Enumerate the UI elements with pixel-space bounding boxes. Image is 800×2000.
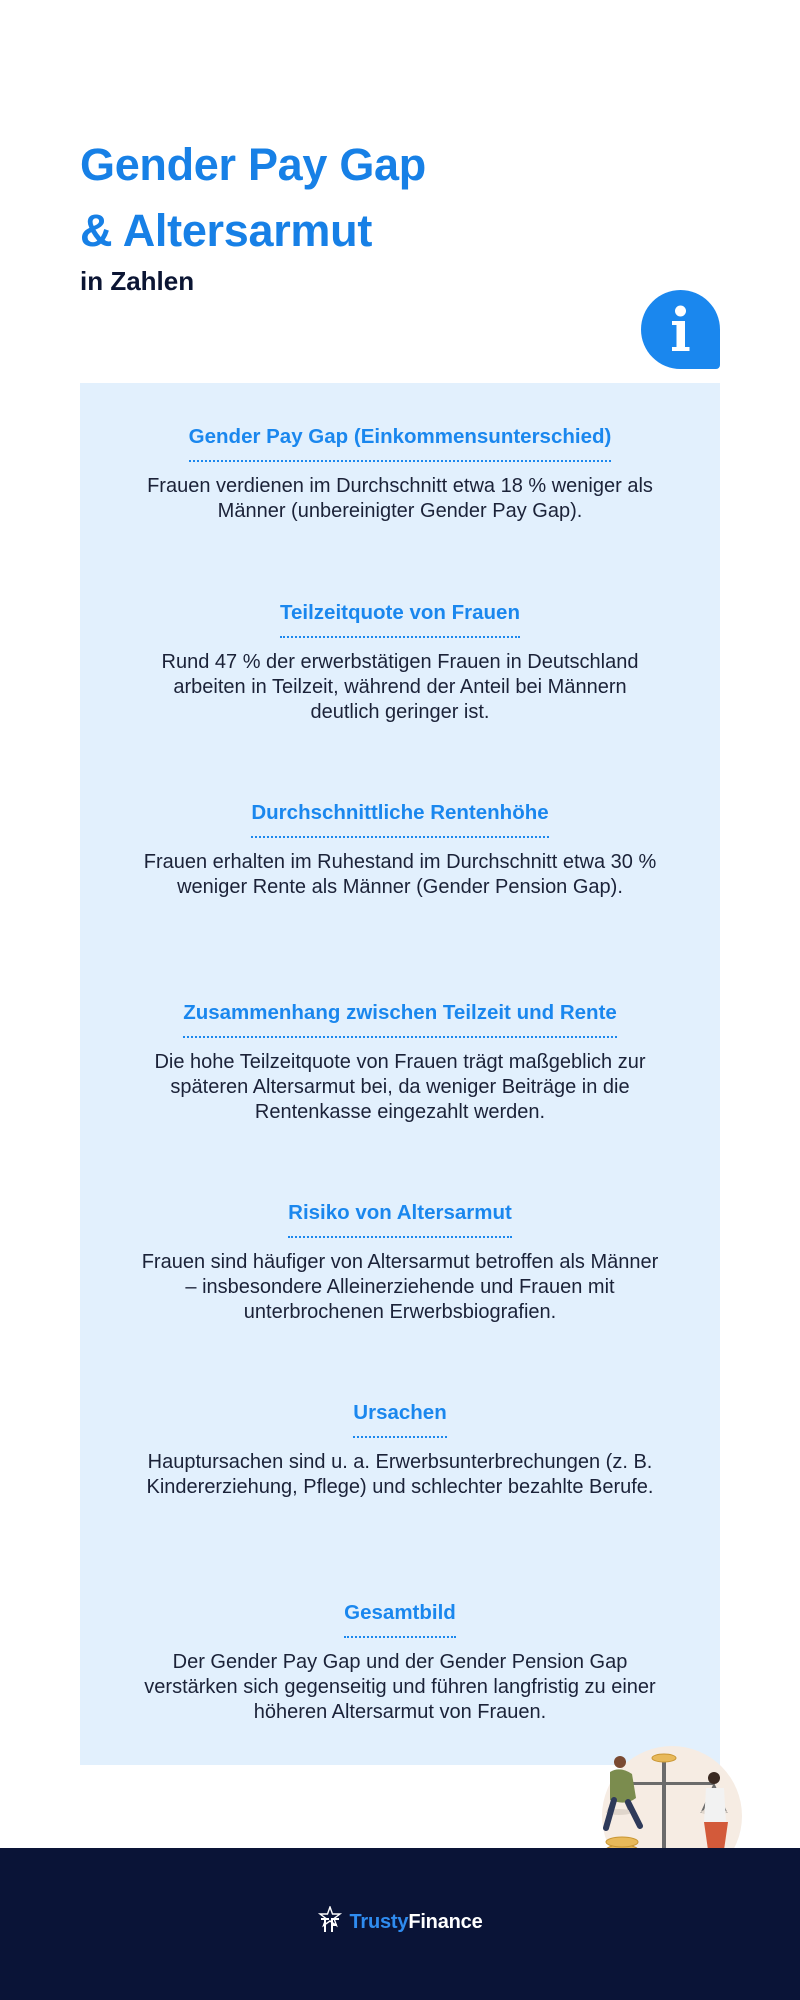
info-icon xyxy=(641,290,720,369)
section-heading: Gesamtbild xyxy=(344,1600,456,1638)
fact-section-overall xyxy=(80,1600,720,1725)
title-line-1: Gender Pay Gap xyxy=(80,139,426,190)
brand-name xyxy=(349,1911,482,1934)
section-text: Frauen erhalten im Ruhestand im Durchschnitt etwa 30 % weniger Rente als Männer (Gender Pension Gap). xyxy=(143,851,657,898)
section-heading: Zusammenhang zwischen Teilzeit und Rente xyxy=(183,1000,617,1038)
section-text: Frauen sind häufiger von Altersarmut betroffen als Männer – insbesondere Alleinerziehende und Frauen mit unterbrochenen Erwerbsbiografien. xyxy=(141,1251,659,1323)
section-heading: Risiko von Altersarmut xyxy=(288,1200,512,1238)
facts-panel xyxy=(80,383,720,1765)
brand-name-part-2: Finance xyxy=(408,1911,483,1933)
fact-section-part-time xyxy=(80,600,720,725)
brand-logo[interactable] xyxy=(0,1906,800,1939)
logo-mark-icon xyxy=(317,1906,343,1939)
title-line-2: & Altersarmut xyxy=(80,205,373,256)
fact-section-risk xyxy=(80,1200,720,1325)
fact-section-pay-gap xyxy=(80,424,720,524)
section-text: Frauen verdienen im Durchschnitt etwa 18 % weniger als Männer (unbereinigter Gender Pay Gap). xyxy=(147,475,653,522)
section-text: Hauptursachen sind u. a. Erwerbsunterbrechungen (z. B. Kindererziehung, Pflege) und schlechter bezahlte Berufe. xyxy=(146,1451,654,1498)
section-heading: Gender Pay Gap (Einkommensunterschied) xyxy=(189,424,612,462)
page-title xyxy=(80,132,680,264)
fact-section-pension xyxy=(80,800,720,900)
section-text: Der Gender Pay Gap und der Gender Pension Gap verstärken sich gegenseitig und führen langfristig zu einer höheren Altersarmut von Frauen. xyxy=(144,1651,656,1723)
brand-inner xyxy=(317,1906,482,1939)
brand-name-part-1: Trusty xyxy=(349,1911,409,1933)
section-text: Die hohe Teilzeitquote von Frauen trägt maßgeblich zur späteren Altersarmut bei, da weniger Beiträge in die Rentenkasse eingezahlt werden. xyxy=(154,1051,646,1123)
section-text: Rund 47 % der erwerbstätigen Frauen in Deutschland arbeiten in Teilzeit, während der Anteil bei Männern deutlich geringer ist. xyxy=(161,651,639,723)
page-subtitle: in Zahlen xyxy=(80,266,195,296)
section-heading: Durchschnittliche Rentenhöhe xyxy=(251,800,548,838)
fact-section-causes xyxy=(80,1400,720,1500)
section-heading: Teilzeitquote von Frauen xyxy=(280,600,520,638)
section-heading: Ursachen xyxy=(353,1400,446,1438)
fact-section-connection xyxy=(80,1000,720,1125)
